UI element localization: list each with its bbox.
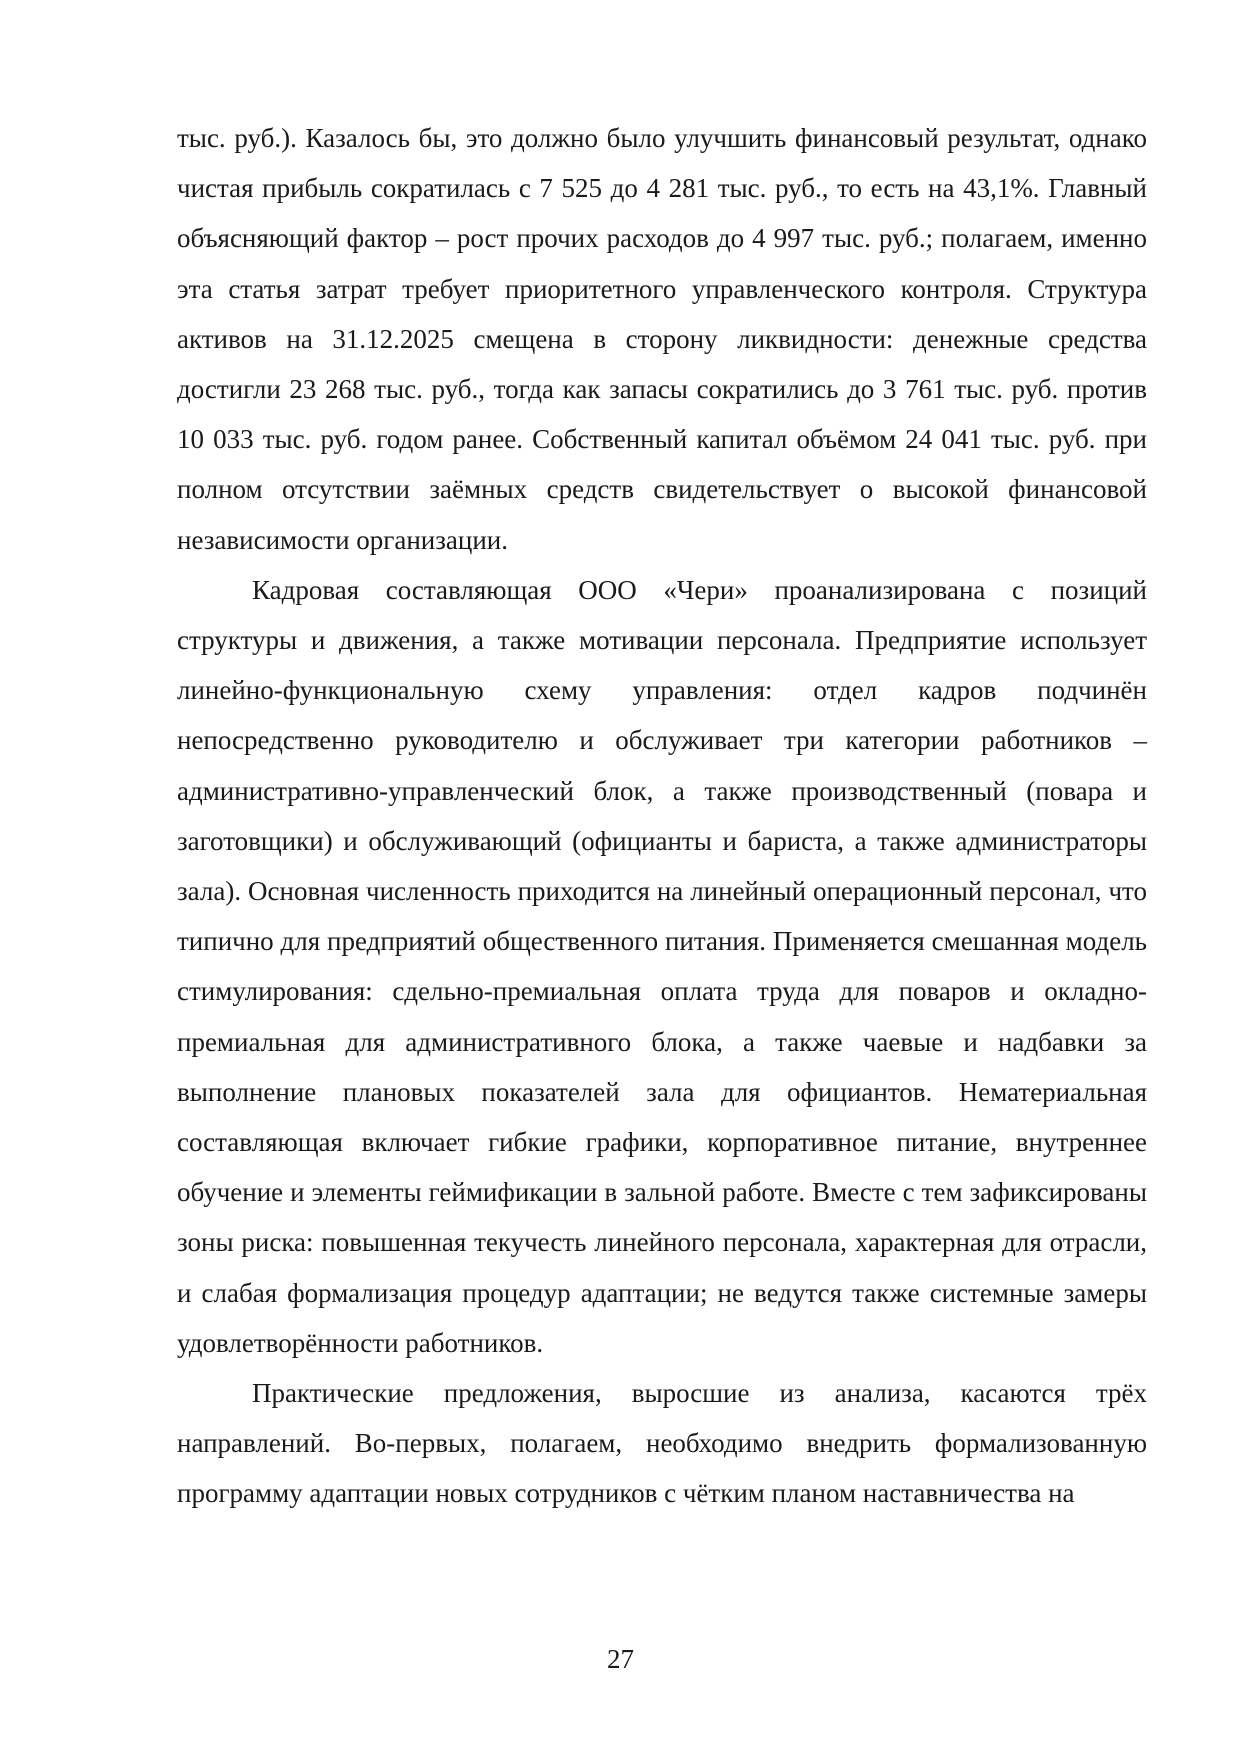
- page-number: 27: [607, 1644, 634, 1674]
- paragraph-personnel: Кадровая составляющая ООО «Чери» проанализирована с позиций структуры и движения, а также мотивации персонала. Предприятие использует линейно-функциональную схему управления: отдел кадров подчинён непосредственно руководителю и обслуживает три категории работников – административно-управленческий блок, а также производственный (повара и заготовщики) и обслуживающий (официанты и бариста, а также администраторы зала). Основная численность приходится на линейный операционный персонал, что типично для предприятий общественного питания. Применяется смешанная модель стимулирования: сдельно-премиальная оплата труда для поваров и окладно-премиальная для административного блока, а также чаевые и надбавки за выполнение плановых показателей зала для официантов. Нематериальная составляющая включает гибкие графики, корпоративное питание, внутреннее обучение и элементы геймификации в зальной работе. Вместе с тем зафиксированы зоны риска: повышенная текучесть линейного персонала, характерная для отрасли, и слабая формализация процедур адаптации; не ведутся также системные замеры удовлетворённости работников.: [177, 574, 1147, 1358]
- body-text: [177, 113, 1147, 1519]
- paragraph-finance: тыс. руб.). Казалось бы, это должно было улучшить финансовый результат, однако чистая прибыль сократилась с 7 525 до 4 281 тыс. руб., то есть на 43,1%. Главный объясняющий фактор – рост прочих расходов до 4 997 тыс. руб.; полагаем, именно эта статья затрат требует приоритетного управленческого контроля. Структура активов на 31.12.2025 смещена в сторону ликвидности: денежные средства достигли 23 268 тыс. руб., тогда как запасы сократились до 3 761 тыс. руб. против 10 033 тыс. руб. годом ранее. Собственный капитал объёмом 24 041 тыс. руб. при полном отсутствии заёмных средств свидетельствует о высокой финансовой независимости организации.: [177, 123, 1147, 555]
- paragraph-proposals: Практические предложения, выросшие из анализа, касаются трёх направлений. Во-первых, полагаем, необходимо внедрить формализованную программу адаптации новых сотрудников с чётким планом наставничества на: [177, 1378, 1147, 1509]
